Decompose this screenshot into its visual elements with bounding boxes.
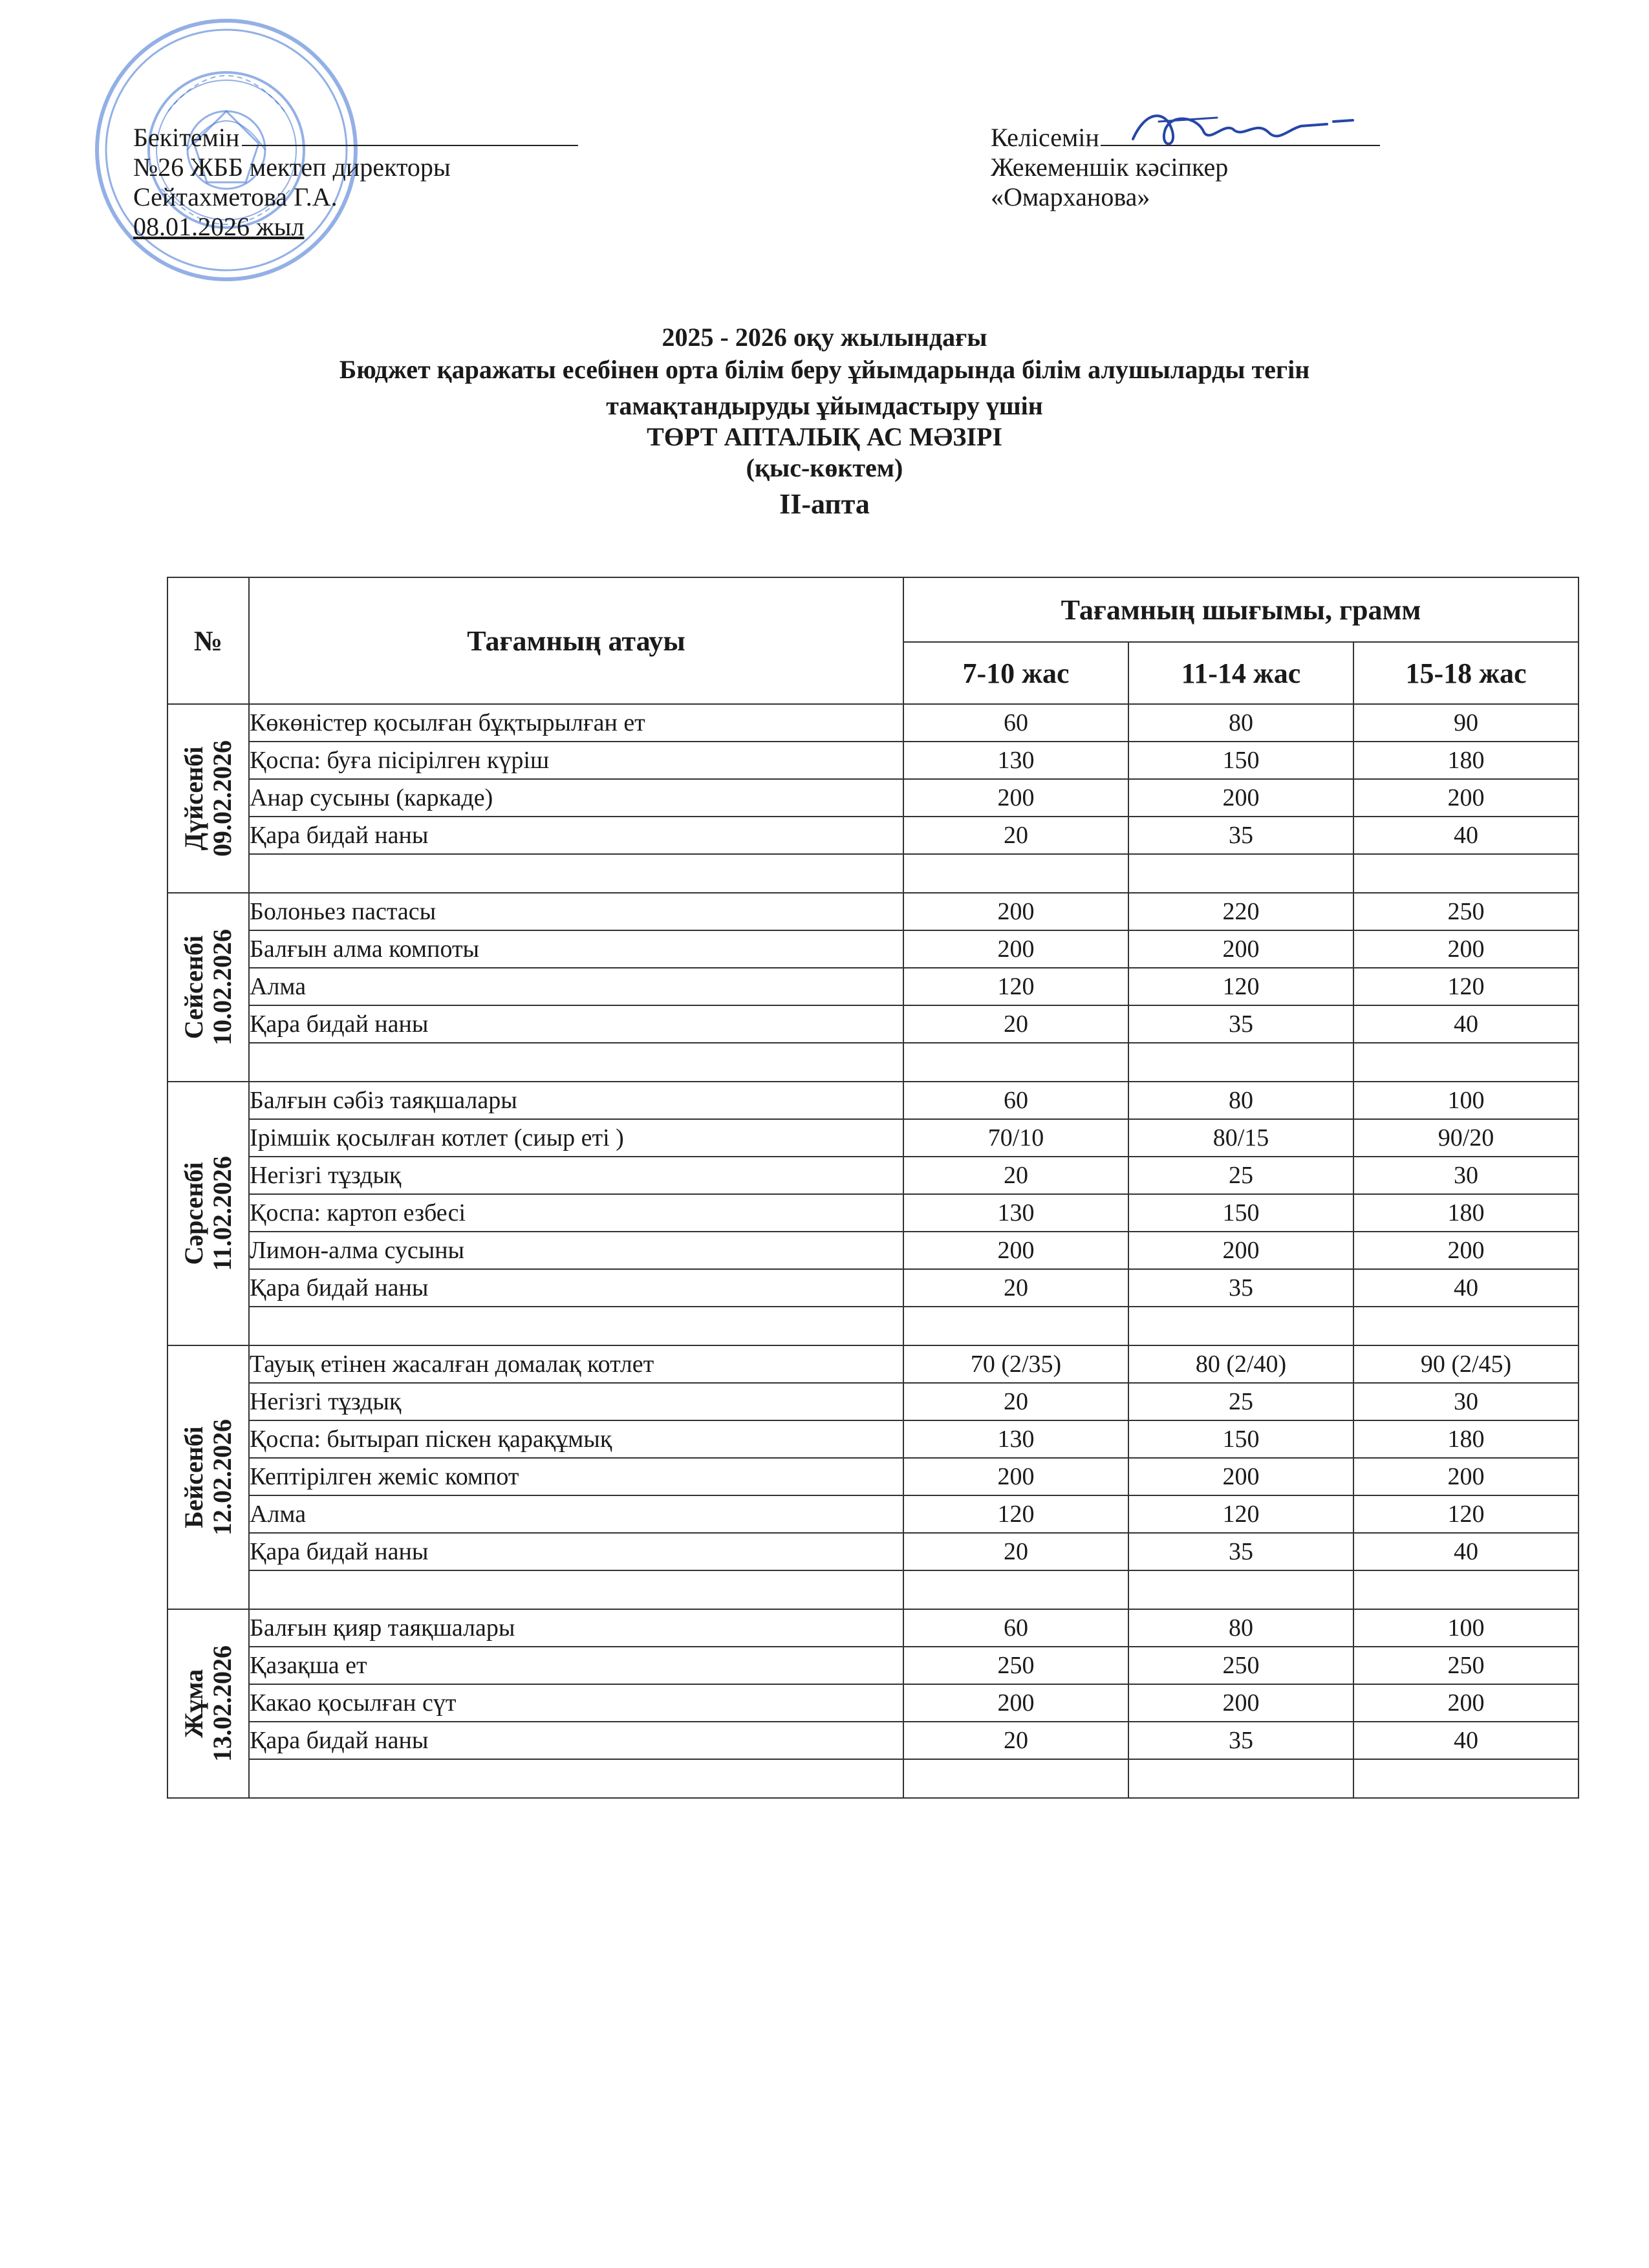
portion-7-10: 200 xyxy=(903,779,1128,817)
portion-11-14: 80/15 xyxy=(1128,1119,1353,1157)
spacer-row xyxy=(167,854,1579,893)
approval-block xyxy=(133,123,578,242)
table-row xyxy=(167,817,1579,854)
day-date: 12.02.2026 xyxy=(208,1419,237,1535)
portion-11-14: 80 xyxy=(1128,1609,1353,1647)
portion-7-10: 200 xyxy=(903,1684,1128,1722)
dish-name: Негізгі тұздық xyxy=(249,1157,903,1194)
portion-15-18: 180 xyxy=(1353,1420,1579,1458)
table-row xyxy=(167,1269,1579,1307)
portion-15-18: 40 xyxy=(1353,1269,1579,1307)
dish-name: Қоспа: бытырап піскен қарақұмық xyxy=(249,1420,903,1458)
title-menu: ТӨРТ АПТАЛЫҚ АС МӘЗІРІ xyxy=(647,422,1002,451)
approval-label: Бекітемін xyxy=(133,123,240,152)
table-row xyxy=(167,742,1579,779)
portion-11-14: 35 xyxy=(1128,1005,1353,1043)
portion-7-10: 20 xyxy=(903,1157,1128,1194)
day-name: Дүйсенбі xyxy=(179,746,208,851)
portion-7-10: 120 xyxy=(903,1495,1128,1533)
portion-15-18: 250 xyxy=(1353,1647,1579,1684)
empty-cell xyxy=(1353,1307,1579,1345)
menu-table xyxy=(167,577,1579,1799)
header-num: № xyxy=(167,577,249,704)
empty-cell xyxy=(1353,1570,1579,1609)
dish-name: Қоспа: буға пісірілген күріш xyxy=(249,742,903,779)
portion-11-14: 200 xyxy=(1128,1232,1353,1269)
day-date: 10.02.2026 xyxy=(208,929,237,1045)
portion-15-18: 40 xyxy=(1353,1533,1579,1570)
agreement-name: «Омарханова» xyxy=(991,182,1150,211)
portion-11-14: 80 xyxy=(1128,704,1353,742)
dish-name: Анар сусыны (каркаде) xyxy=(249,779,903,817)
agreement-position: Жекеменшік кәсіпкер xyxy=(991,153,1229,182)
portion-7-10: 200 xyxy=(903,893,1128,930)
portion-15-18: 120 xyxy=(1353,1495,1579,1533)
day-date: 13.02.2026 xyxy=(208,1645,237,1762)
portion-7-10: 20 xyxy=(903,1005,1128,1043)
day-cell xyxy=(167,1609,249,1798)
day-cell xyxy=(167,1082,249,1345)
table-row xyxy=(167,779,1579,817)
dish-name: Кептірілген жеміс компот xyxy=(249,1458,903,1495)
day-label xyxy=(180,1419,237,1535)
empty-cell xyxy=(249,1043,903,1082)
portion-7-10: 70 (2/35) xyxy=(903,1345,1128,1383)
table-row xyxy=(167,1119,1579,1157)
dish-name: Ірімшік қосылған котлет (сиыр еті ) xyxy=(249,1119,903,1157)
portion-11-14: 150 xyxy=(1128,1194,1353,1232)
dish-name: Көкөністер қосылған бұқтырылған ет xyxy=(249,704,903,742)
portion-15-18: 200 xyxy=(1353,779,1579,817)
empty-cell xyxy=(1353,1759,1579,1798)
table-row xyxy=(167,1420,1579,1458)
dish-name: Балғын алма компоты xyxy=(249,930,903,968)
header-row xyxy=(167,577,1579,642)
document-title xyxy=(0,322,1649,520)
empty-cell xyxy=(1353,1043,1579,1082)
portion-15-18: 100 xyxy=(1353,1082,1579,1119)
table-row xyxy=(167,968,1579,1005)
portion-7-10: 120 xyxy=(903,968,1128,1005)
day-cell xyxy=(167,1345,249,1609)
portion-11-14: 200 xyxy=(1128,1458,1353,1495)
title-line3: тамақтандыруды ұйымдастыру үшін xyxy=(606,391,1043,420)
day-cell xyxy=(167,704,249,893)
day-date: 11.02.2026 xyxy=(208,1156,237,1271)
portion-7-10: 20 xyxy=(903,1533,1128,1570)
portion-15-18: 200 xyxy=(1353,1684,1579,1722)
dish-name: Қоспа: картоп езбесі xyxy=(249,1194,903,1232)
header-dish-name: Тағамның атауы xyxy=(249,577,903,704)
day-date: 09.02.2026 xyxy=(208,740,237,857)
table-row xyxy=(167,1157,1579,1194)
day-name: Бейсенбі xyxy=(179,1426,208,1528)
empty-cell xyxy=(903,1043,1128,1082)
header-output: Тағамның шығымы, грамм xyxy=(903,577,1579,642)
portion-15-18: 40 xyxy=(1353,1005,1579,1043)
dish-name: Алма xyxy=(249,1495,903,1533)
table-row xyxy=(167,1533,1579,1570)
dish-name: Қара бидай наны xyxy=(249,1533,903,1570)
day-name: Сейсенбі xyxy=(179,935,208,1040)
portion-7-10: 20 xyxy=(903,817,1128,854)
agreement-line xyxy=(991,123,1380,153)
table-row xyxy=(167,1722,1579,1759)
portion-11-14: 35 xyxy=(1128,817,1353,854)
spacer-row xyxy=(167,1307,1579,1345)
portion-15-18: 40 xyxy=(1353,817,1579,854)
agreement-signature-line xyxy=(1101,125,1380,146)
agreement-label: Келісемін xyxy=(991,123,1099,152)
day-cell xyxy=(167,893,249,1082)
dish-name: Қара бидай наны xyxy=(249,817,903,854)
title-line2: Бюджет қаражаты есебінен орта білім беру ұйымдарында білім алушыларды тегін xyxy=(339,355,1310,384)
portion-11-14: 120 xyxy=(1128,968,1353,1005)
menu-body xyxy=(167,704,1579,1798)
portion-7-10: 60 xyxy=(903,704,1128,742)
empty-cell xyxy=(1128,1307,1353,1345)
approval-line xyxy=(133,123,578,153)
table-row xyxy=(167,1232,1579,1269)
empty-cell xyxy=(1128,1570,1353,1609)
table-row xyxy=(167,1383,1579,1420)
empty-cell xyxy=(903,1307,1128,1345)
dish-name: Тауық етінен жасалған домалақ котлет xyxy=(249,1345,903,1383)
dish-name: Қара бидай наны xyxy=(249,1722,903,1759)
empty-cell xyxy=(1128,1759,1353,1798)
portion-7-10: 130 xyxy=(903,1194,1128,1232)
spacer-row xyxy=(167,1570,1579,1609)
table-row xyxy=(167,1495,1579,1533)
day-label xyxy=(180,929,237,1045)
day-name: Сәрсенбі xyxy=(179,1162,208,1265)
portion-15-18: 200 xyxy=(1353,1232,1579,1269)
portion-11-14: 200 xyxy=(1128,779,1353,817)
portion-11-14: 250 xyxy=(1128,1647,1353,1684)
portion-15-18: 90/20 xyxy=(1353,1119,1579,1157)
portion-11-14: 220 xyxy=(1128,893,1353,930)
portion-7-10: 130 xyxy=(903,742,1128,779)
table-row xyxy=(167,704,1579,742)
dish-name: Какао қосылған сүт xyxy=(249,1684,903,1722)
portion-15-18: 200 xyxy=(1353,930,1579,968)
portion-15-18: 90 xyxy=(1353,704,1579,742)
table-row xyxy=(167,1345,1579,1383)
portion-11-14: 80 (2/40) xyxy=(1128,1345,1353,1383)
dish-name: Алма xyxy=(249,968,903,1005)
portion-15-18: 40 xyxy=(1353,1722,1579,1759)
empty-cell xyxy=(249,1570,903,1609)
portion-15-18: 180 xyxy=(1353,1194,1579,1232)
portion-11-14: 150 xyxy=(1128,1420,1353,1458)
portion-11-14: 150 xyxy=(1128,742,1353,779)
portion-7-10: 60 xyxy=(903,1082,1128,1119)
portion-11-14: 35 xyxy=(1128,1269,1353,1307)
empty-cell xyxy=(249,1759,903,1798)
title-week: II-апта xyxy=(779,488,870,520)
empty-cell xyxy=(249,1307,903,1345)
spacer-row xyxy=(167,1759,1579,1798)
portion-11-14: 80 xyxy=(1128,1082,1353,1119)
portion-7-10: 60 xyxy=(903,1609,1128,1647)
approval-name: Сейтахметова Г.А. xyxy=(133,182,338,211)
table-row xyxy=(167,1609,1579,1647)
dish-name: Негізгі тұздық xyxy=(249,1383,903,1420)
portion-11-14: 120 xyxy=(1128,1495,1353,1533)
handwritten-signature xyxy=(1120,103,1366,155)
approval-position: №26 ЖББ мектеп директоры xyxy=(133,153,451,182)
portion-15-18: 180 xyxy=(1353,742,1579,779)
empty-cell xyxy=(903,1570,1128,1609)
portion-11-14: 25 xyxy=(1128,1383,1353,1420)
title-season: (қыс-көктем) xyxy=(746,453,903,482)
portion-7-10: 20 xyxy=(903,1383,1128,1420)
portion-7-10: 200 xyxy=(903,930,1128,968)
portion-15-18: 30 xyxy=(1353,1157,1579,1194)
header-age-7-10: 7-10 жас xyxy=(903,642,1128,704)
portion-11-14: 35 xyxy=(1128,1533,1353,1570)
table-row xyxy=(167,1647,1579,1684)
empty-cell xyxy=(1353,854,1579,893)
portion-15-18: 90 (2/45) xyxy=(1353,1345,1579,1383)
portion-7-10: 20 xyxy=(903,1722,1128,1759)
approval-date: 08.01.2026 жыл xyxy=(133,212,305,241)
approval-signature-line xyxy=(242,125,578,146)
table-row xyxy=(167,1458,1579,1495)
day-label xyxy=(180,1156,237,1271)
portion-7-10: 200 xyxy=(903,1458,1128,1495)
empty-cell xyxy=(1128,854,1353,893)
day-label xyxy=(180,740,237,857)
portion-15-18: 100 xyxy=(1353,1609,1579,1647)
portion-15-18: 30 xyxy=(1353,1383,1579,1420)
table-row xyxy=(167,893,1579,930)
empty-cell xyxy=(249,854,903,893)
spacer-row xyxy=(167,1043,1579,1082)
table-row xyxy=(167,930,1579,968)
title-year: 2025 - 2026 оқу жылындағы xyxy=(662,323,987,352)
dish-name: Балғын қияр таяқшалары xyxy=(249,1609,903,1647)
portion-11-14: 25 xyxy=(1128,1157,1353,1194)
dish-name: Балғын сәбіз таяқшалары xyxy=(249,1082,903,1119)
agreement-block xyxy=(991,123,1380,212)
portion-7-10: 250 xyxy=(903,1647,1128,1684)
dish-name: Қазақша ет xyxy=(249,1647,903,1684)
portion-7-10: 70/10 xyxy=(903,1119,1128,1157)
header-age-11-14: 11-14 жас xyxy=(1128,642,1353,704)
portion-15-18: 250 xyxy=(1353,893,1579,930)
day-label xyxy=(180,1645,237,1762)
dish-name: Қара бидай наны xyxy=(249,1005,903,1043)
portion-15-18: 120 xyxy=(1353,968,1579,1005)
empty-cell xyxy=(1128,1043,1353,1082)
empty-cell xyxy=(903,854,1128,893)
day-name: Жұма xyxy=(179,1669,208,1738)
table-row xyxy=(167,1005,1579,1043)
portion-7-10: 200 xyxy=(903,1232,1128,1269)
table-row xyxy=(167,1684,1579,1722)
table-row xyxy=(167,1082,1579,1119)
portion-7-10: 20 xyxy=(903,1269,1128,1307)
header-age-15-18: 15-18 жас xyxy=(1353,642,1579,704)
dish-name: Лимон-алма сусыны xyxy=(249,1232,903,1269)
table-row xyxy=(167,1194,1579,1232)
portion-11-14: 200 xyxy=(1128,930,1353,968)
dish-name: Болоньез пастасы xyxy=(249,893,903,930)
dish-name: Қара бидай наны xyxy=(249,1269,903,1307)
portion-15-18: 200 xyxy=(1353,1458,1579,1495)
portion-7-10: 130 xyxy=(903,1420,1128,1458)
empty-cell xyxy=(903,1759,1128,1798)
portion-11-14: 200 xyxy=(1128,1684,1353,1722)
portion-11-14: 35 xyxy=(1128,1722,1353,1759)
